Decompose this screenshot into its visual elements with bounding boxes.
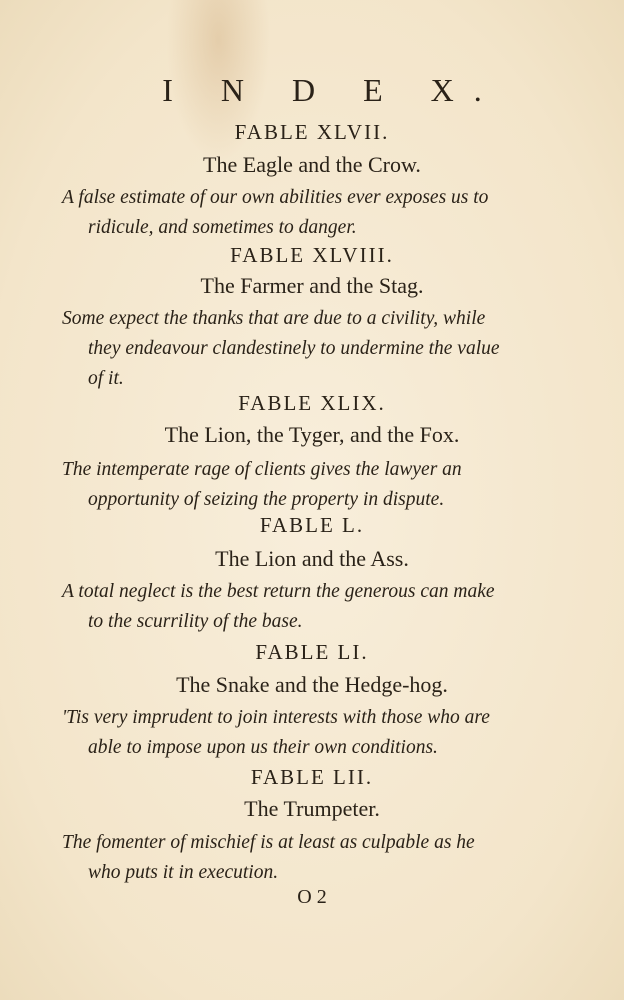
- moral-line: Some expect the thanks that are due to a civility, while: [62, 308, 486, 329]
- signature-mark: O 2: [297, 886, 327, 908]
- moral-line: ridicule, and sometimes to danger.: [88, 217, 357, 238]
- fable-title: The Lion, the Tyger, and the Fox.: [164, 422, 460, 447]
- moral-line: A total neglect is the best return the generous can make: [62, 581, 495, 602]
- fable-title: The Lion and the Ass.: [215, 546, 409, 571]
- moral-line: The intemperate rage of clients gives the lawyer an: [62, 459, 462, 480]
- fable-title: The Trumpeter.: [244, 796, 380, 821]
- fable-title: The Farmer and the Stag.: [200, 273, 424, 298]
- fable-number: FABLE XLVIII.: [230, 243, 394, 267]
- fable-number: FABLE L.: [259, 513, 365, 537]
- fable-title: The Snake and the Hedge-hog.: [176, 672, 448, 697]
- moral-line: opportunity of seizing the property in dispute.: [88, 489, 445, 510]
- moral-line: to the scurrility of the base.: [88, 611, 303, 632]
- fable-moral: [62, 577, 562, 637]
- fable-number: FABLE LII.: [250, 765, 374, 789]
- page-title: I N D E X.: [162, 72, 502, 108]
- fable-moral: [62, 455, 562, 515]
- fable-moral: [62, 304, 562, 394]
- fable-moral: [62, 703, 562, 763]
- moral-line: who puts it in execution.: [88, 862, 279, 883]
- moral-line: 'Tis very imprudent to join interests with those who are: [62, 707, 490, 728]
- fable-number: FABLE XLIX.: [238, 391, 386, 415]
- moral-line: A false estimate of our own abilities ever exposes us to: [62, 187, 489, 208]
- fable-number: FABLE LI.: [255, 640, 369, 664]
- moral-line: The fomenter of mischief is at least as culpable as he: [62, 832, 475, 853]
- moral-line: of it.: [88, 368, 124, 389]
- moral-line: they endeavour clandestinely to undermine the value: [88, 338, 500, 359]
- fable-number: FABLE XLVII.: [234, 120, 390, 144]
- fable-moral: [62, 183, 562, 243]
- fable-title: The Eagle and the Crow.: [203, 152, 421, 177]
- moral-line: able to impose upon us their own conditions.: [88, 737, 438, 758]
- fable-moral: [62, 828, 562, 888]
